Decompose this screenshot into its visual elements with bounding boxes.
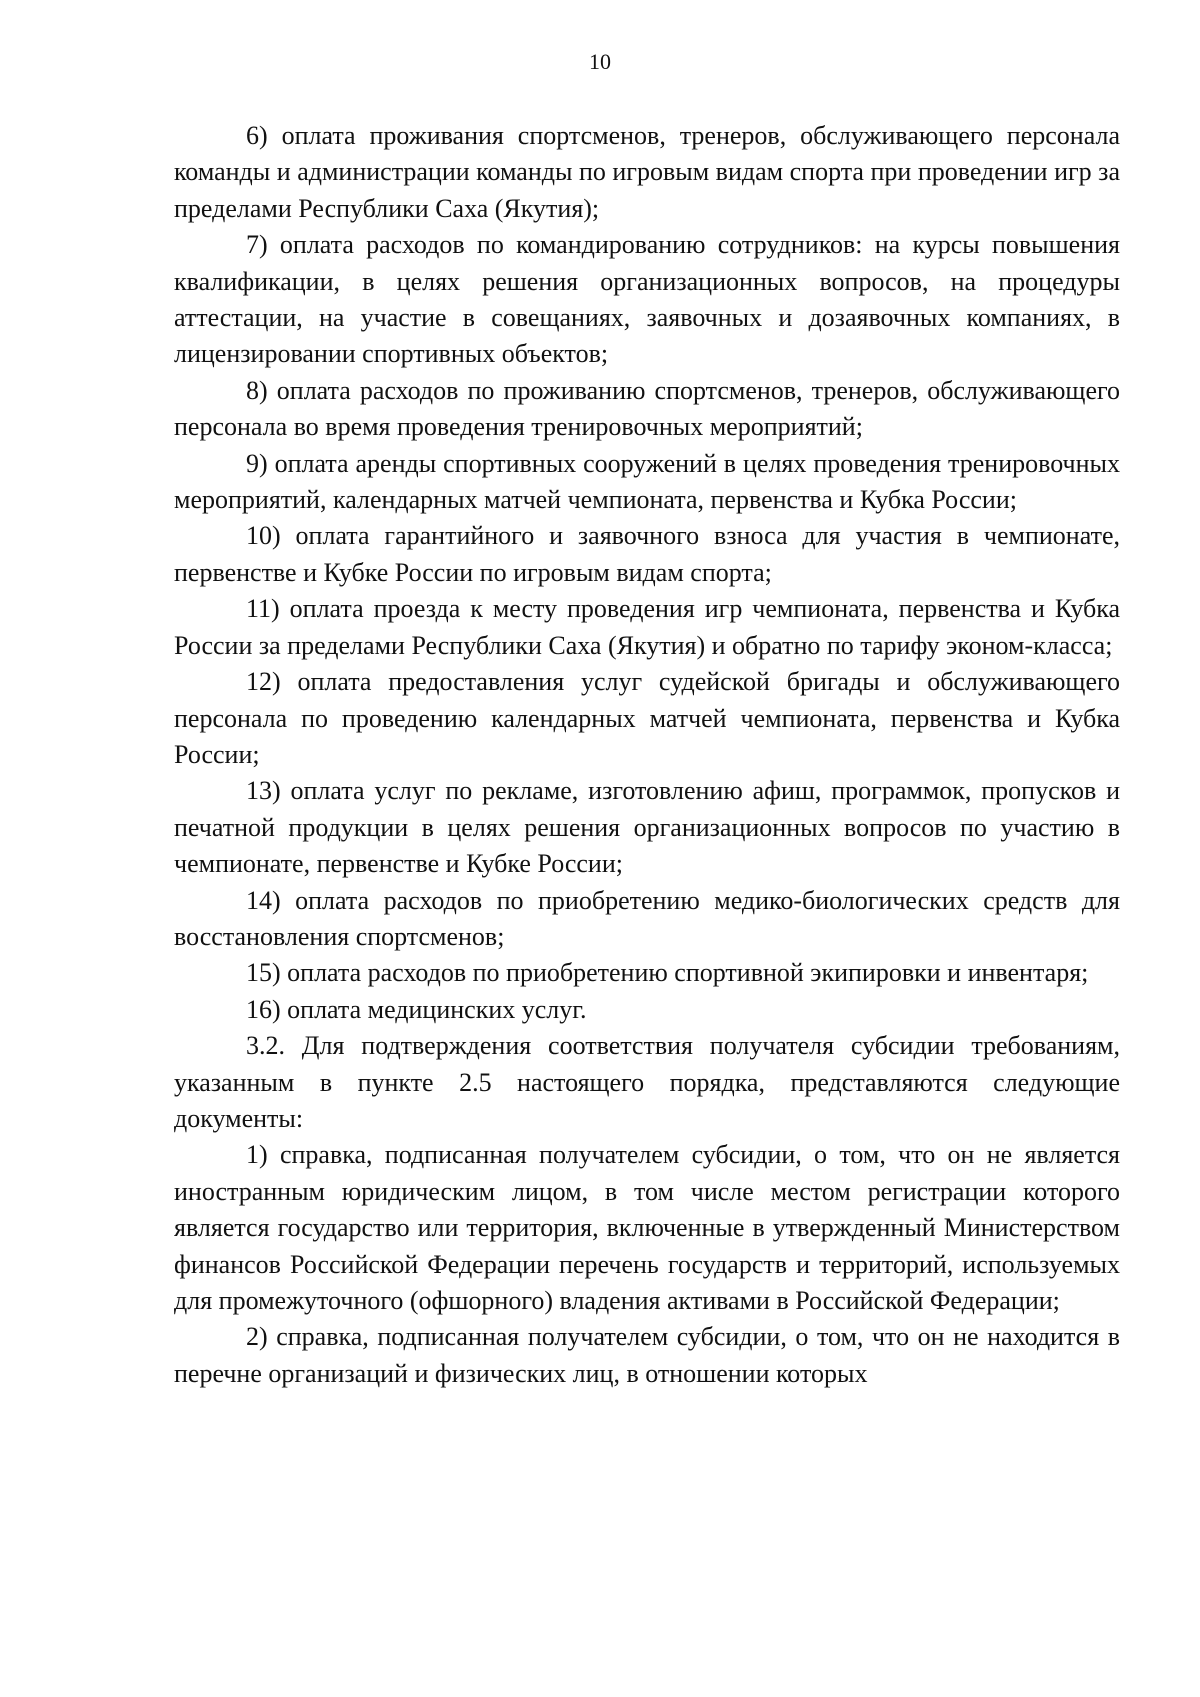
list-item-6: 6) оплата проживания спортсменов, тренеров, обслуживающего персонала команды и администрации команды по игровым видам спорта при проведении игр за пределами Республики Саха (Якутия); <box>174 121 1120 223</box>
list-item-7: 7) оплата расходов по командированию сотрудников: на курсы повышения квалификации, в целях решения организационных вопросов, на процедуры аттестации, на участие в совещаниях, заявочных и дозаявочных компаниях, в лицензировании спортивных объектов; <box>174 230 1120 369</box>
document-item-2: 2) справка, подписанная получателем субсидии, о том, что он не находится в перечне организаций и физических лиц, в отношении которых <box>174 1322 1120 1388</box>
list-item-13: 13) оплата услуг по рекламе, изготовлению афиш, программок, пропусков и печатной продукции в целях решения организационных вопросов по участию в чемпионате, первенстве и Кубке России; <box>174 776 1120 879</box>
list-item-11: 11) оплата проезда к месту проведения игр чемпионата, первенства и Кубка России за пределами Республики Саха (Якутия) и обратно по тарифу эконом-класса; <box>174 594 1120 660</box>
list-item-16: 16) оплата медицинских услуг. <box>246 994 587 1024</box>
list-item-9: 9) оплата аренды спортивных сооружений в целях проведения тренировочных мероприятий, календарных матчей чемпионата, первенства и Кубка России; <box>174 448 1120 515</box>
document-item-1: 1) справка, подписанная получателем субсидии, о том, что он не является иностранным юридическим лицом, в том числе местом регистрации которого является государство или территория, включенные в утвержденный Министерством финансов Российской Федерации перечень государств и территорий, используемых для промежуточного (офшорного) владения активами в Российской Федерации; <box>174 1140 1120 1315</box>
document-body <box>174 118 1120 1392</box>
section-3-2: 3.2. Для подтверждения соответствия получателя субсидии требованиям, указанным в пункте 2.5 настоящего порядка, представляются следующие документы: <box>174 1031 1120 1133</box>
list-item-10: 10) оплата гарантийного и заявочного взноса для участия в чемпионате, первенстве и Кубке России по игровым видам спорта; <box>174 521 1120 587</box>
page-number: 10 <box>589 49 611 74</box>
list-item-14: 14) оплата расходов по приобретению медико-биологических средств для восстановления спортсменов; <box>174 885 1120 951</box>
list-item-12: 12) оплата предоставления услуг судейской бригады и обслуживающего персонала по проведению календарных матчей чемпионата, первенства и Кубка России; <box>174 667 1120 769</box>
list-item-15: 15) оплата расходов по приобретению спортивной экипировки и инвентаря; <box>246 958 1089 988</box>
list-item-8: 8) оплата расходов по проживанию спортсменов, тренеров, обслуживающего персонала во время проведения тренировочных мероприятий; <box>174 375 1120 442</box>
